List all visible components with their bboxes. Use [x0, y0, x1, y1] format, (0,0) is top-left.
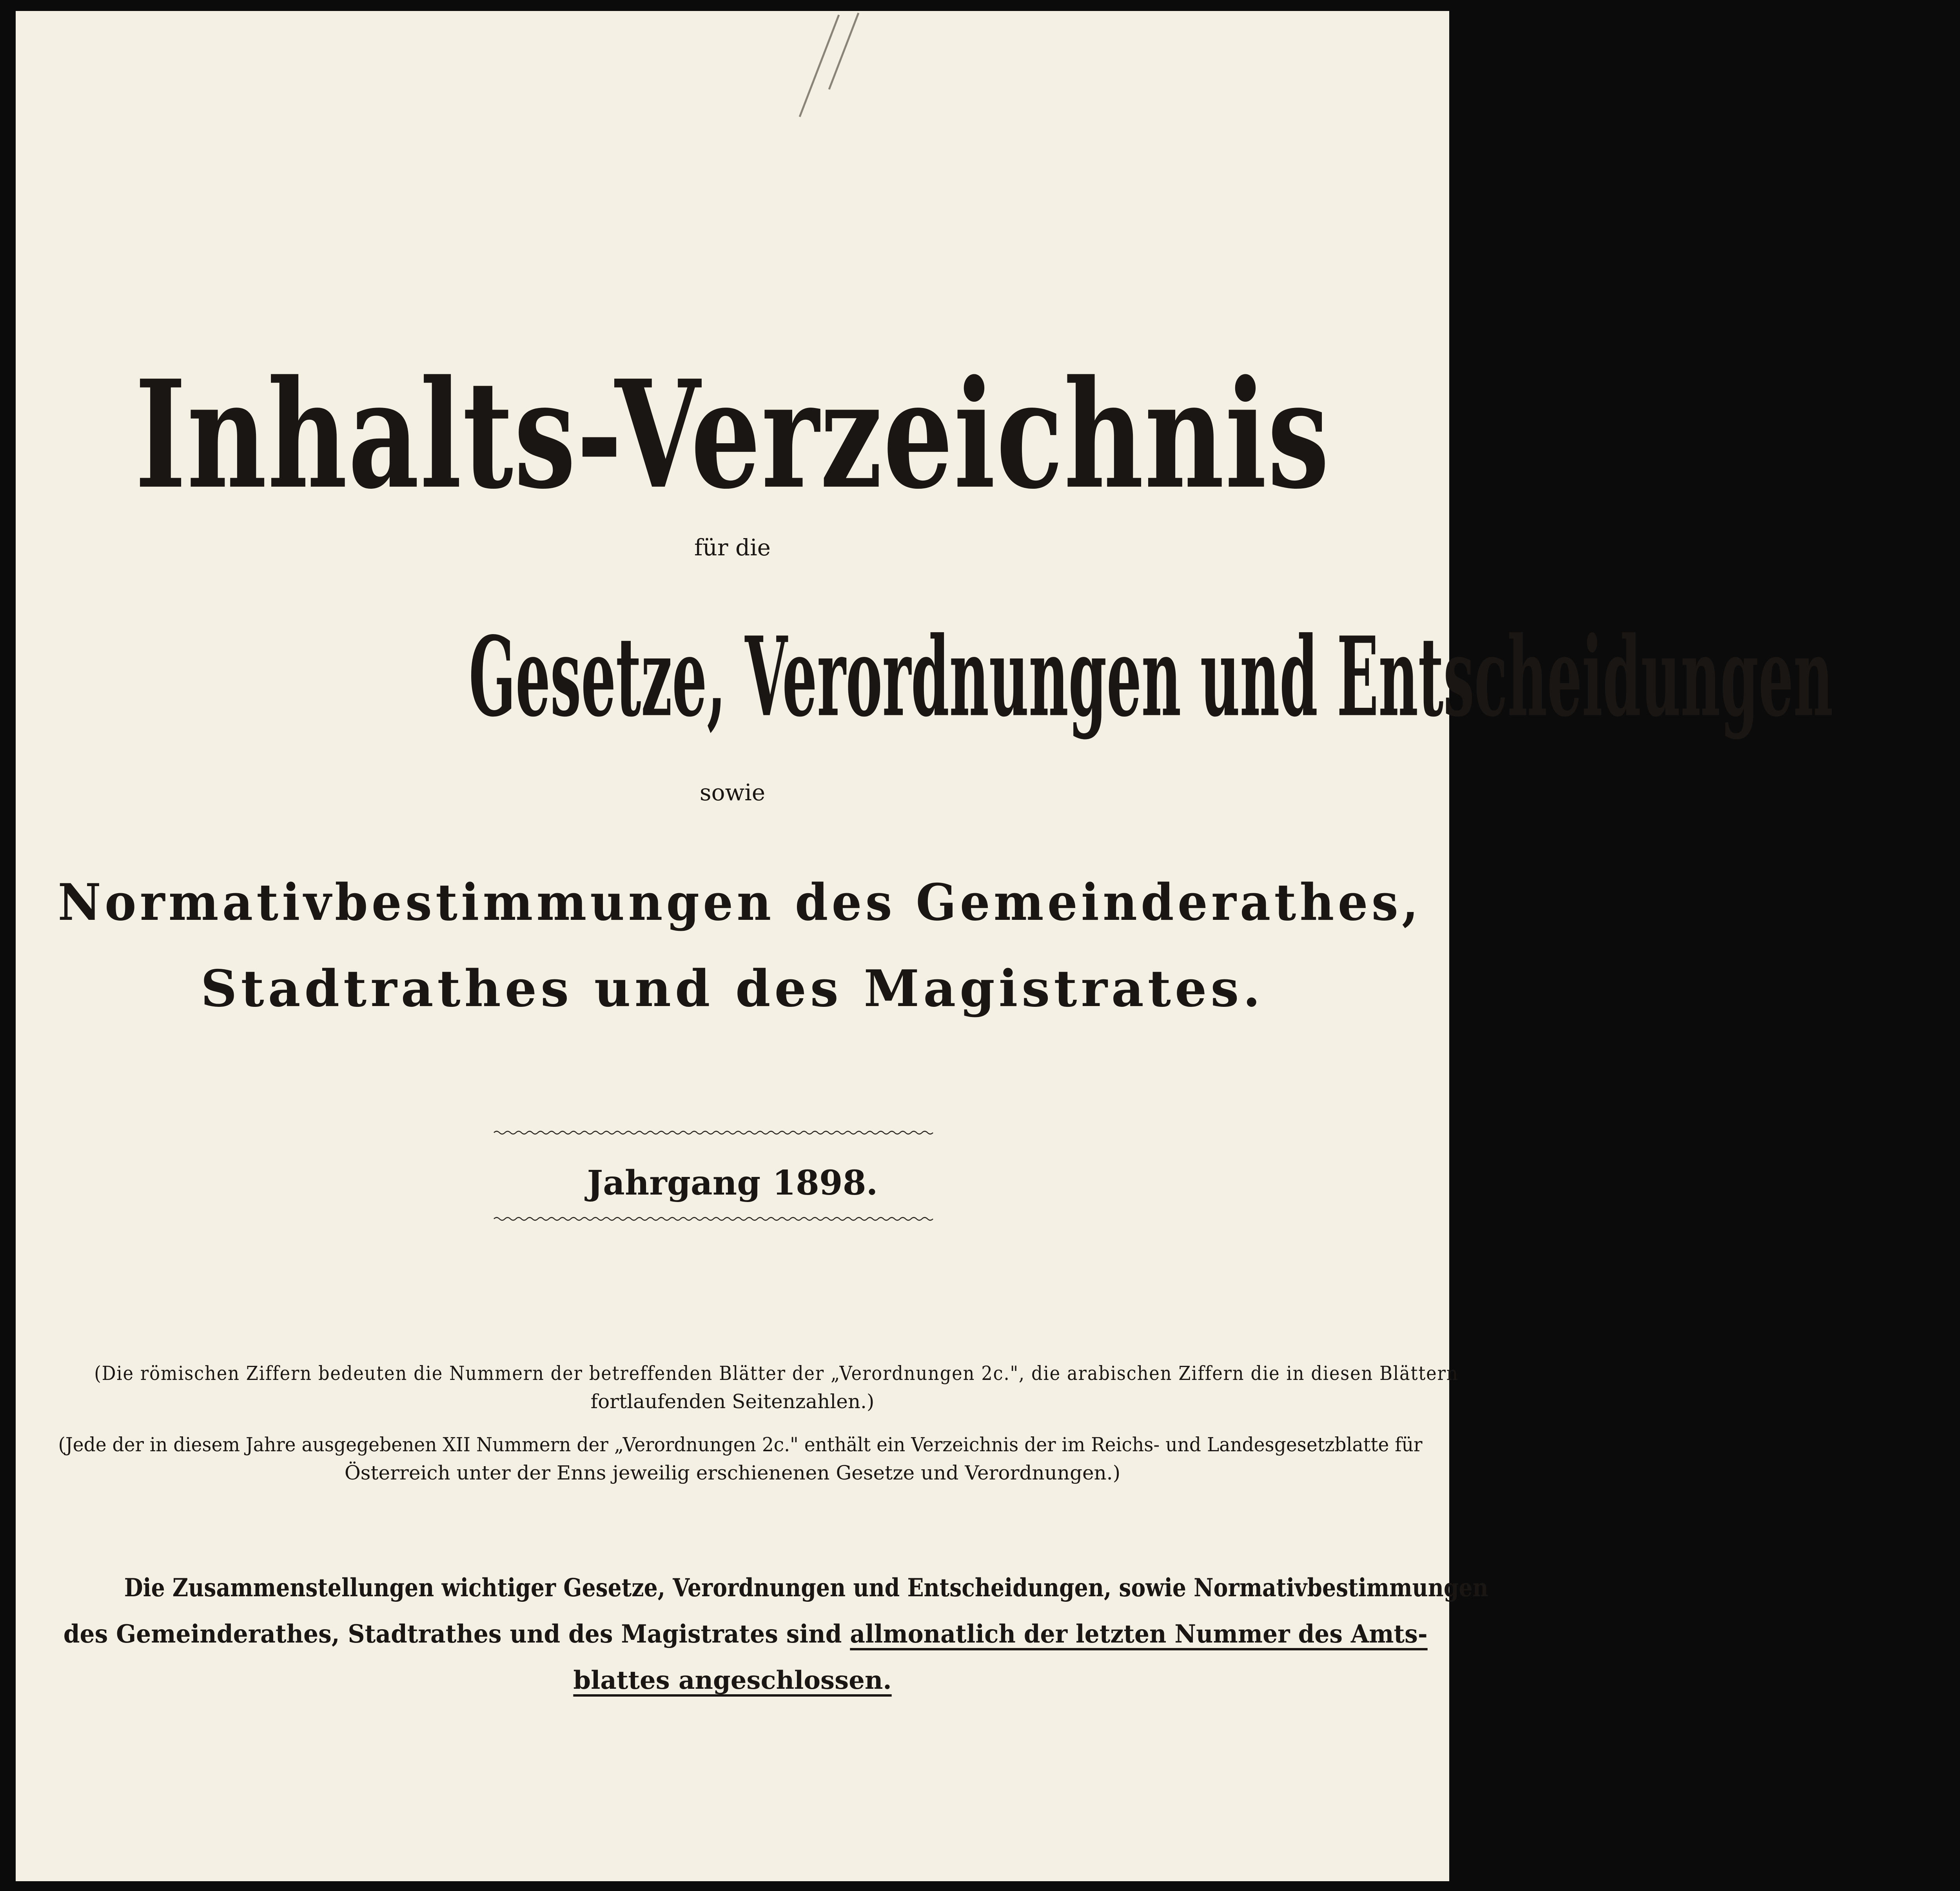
note-roman-numerals-line2: fortlaufenden Seitenzahlen.) [590, 1390, 875, 1413]
fuer-die-text: für die [694, 534, 771, 561]
jahrgang-label: Jahrgang 1898. [587, 1163, 878, 1203]
normativ-heading-line2: Stadtrathes und des Magistrates. [201, 959, 1264, 1018]
notice-line2-underlined: allmonatlich der letzten Nummer des Amts- [850, 1619, 1428, 1649]
note-issues-line1: (Jede der in diesem Jahre ausgegebenen XII Nummern der „Verordnungen 2c." enthält ein Verzeichnis der im Reichs- und Landesgesetzblatte für [58, 1433, 1423, 1456]
pencil-mark [792, 11, 894, 129]
document-page [16, 11, 1833, 1881]
normativ-heading-line1: Normativbestimmungen des Gemeinderathes, [58, 873, 1422, 932]
sowie-text: sowie [699, 779, 766, 806]
note-roman-numerals-line1: (Die römischen Ziffern bedeuten die Nummern der betreffenden Blätter der „Verordnungen 2c.", die arabischen Ziffern die in diesen Blättern [94, 1362, 1459, 1385]
notice-line2-plain: des Gemeinderathes, Stadtrathes und des Magistrates sind [63, 1619, 850, 1649]
wavy-rule-bottom [494, 1216, 933, 1221]
subtitle-heading: Gesetze, Verordnungen und Entscheidungen [469, 613, 1833, 741]
notice-line3 [16, 1657, 1449, 1704]
notice-line3-underlined: blattes angeschlossen. [573, 1666, 892, 1695]
notice-line1: Die Zusammenstellungen wichtiger Gesetze, Verordnungen und Entscheidungen, sowie Normativbestimmungen [124, 1573, 1488, 1603]
note-issues-line2: Österreich unter der Enns jeweilig erschienenen Gesetze und Verordnungen.) [344, 1461, 1121, 1484]
page-content [16, 11, 1833, 1881]
notice-line2 [16, 1611, 1449, 1657]
bleed-through-texture [996, 583, 1001, 602]
wavy-rule-top [494, 1130, 933, 1135]
page-title: Inhalts-Verzeichnis [134, 348, 1330, 522]
